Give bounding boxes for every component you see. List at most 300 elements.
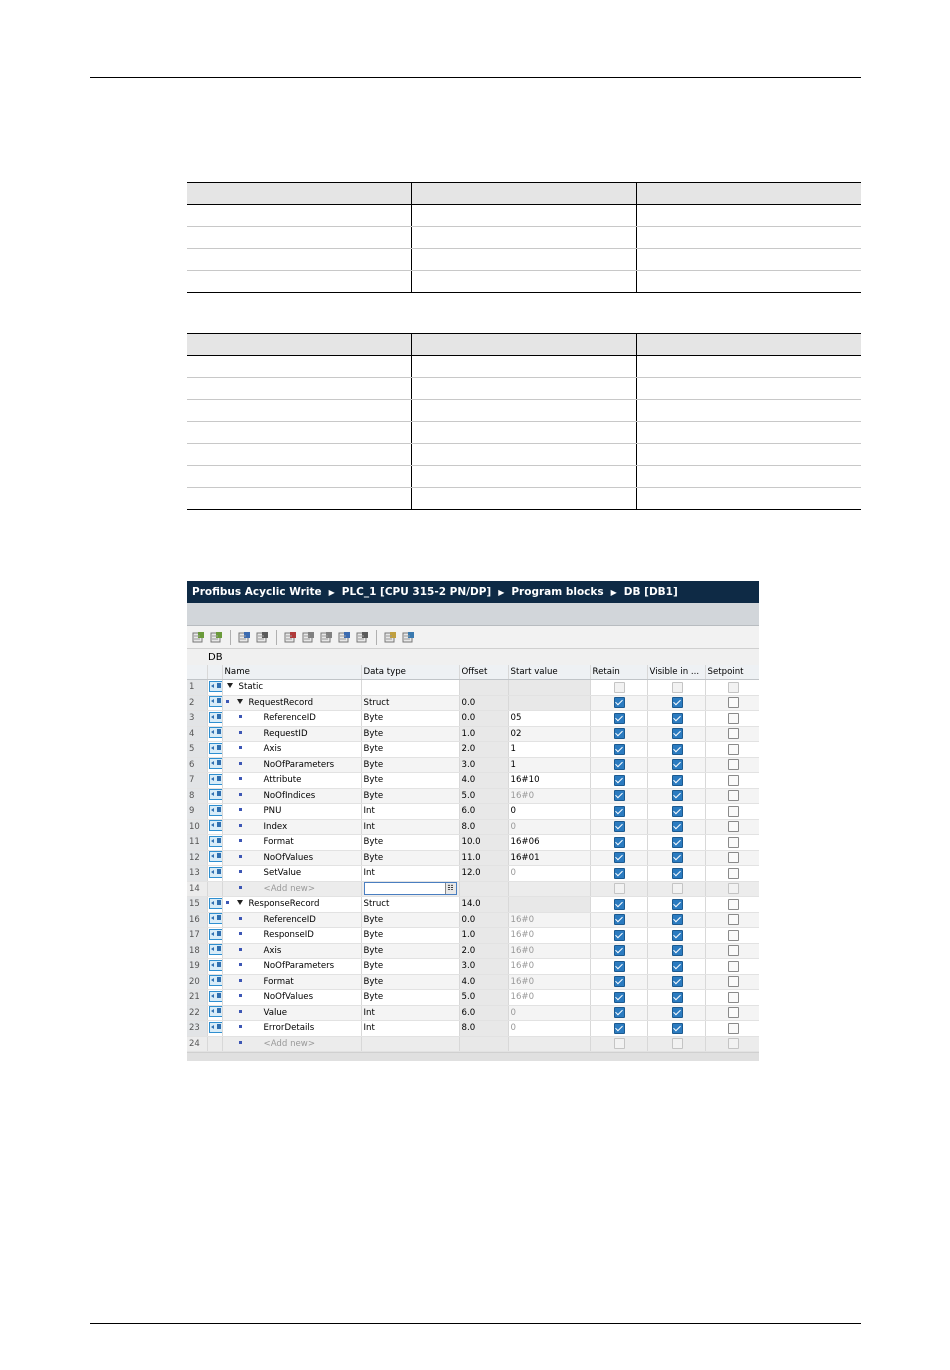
offset-cell bbox=[459, 680, 508, 696]
static-section-icon bbox=[209, 805, 223, 816]
checkbox-cell bbox=[590, 695, 647, 711]
offset-cell: 14.0 bbox=[459, 897, 508, 913]
table-row[interactable] bbox=[187, 788, 759, 804]
visible-in-hmi-checkbox[interactable] bbox=[672, 682, 683, 693]
start-value-cell[interactable]: 02 bbox=[508, 726, 590, 742]
doc-table-2-row bbox=[187, 378, 861, 400]
column-header-data-type[interactable]: Data type bbox=[361, 665, 459, 680]
offset-cell: 0.0 bbox=[459, 711, 508, 727]
member-bullet-icon bbox=[239, 777, 242, 780]
member-bullet-icon bbox=[239, 870, 242, 873]
checkbox-cell bbox=[647, 897, 705, 913]
checkbox-cell bbox=[705, 711, 759, 727]
name-cell[interactable] bbox=[222, 757, 361, 773]
start-value-cell[interactable] bbox=[508, 881, 590, 897]
data-type-cell[interactable] bbox=[361, 881, 459, 897]
name-cell[interactable] bbox=[222, 1005, 361, 1021]
toggle-icon[interactable] bbox=[401, 630, 416, 645]
start-value-cell[interactable]: 0 bbox=[508, 804, 590, 820]
visible-in-hmi-checkbox[interactable] bbox=[672, 930, 683, 941]
name-cell[interactable] bbox=[222, 788, 361, 804]
table-row[interactable] bbox=[187, 1021, 759, 1037]
offset-cell bbox=[459, 881, 508, 897]
visible-in-hmi-checkbox[interactable] bbox=[672, 883, 683, 894]
name-cell[interactable] bbox=[222, 726, 361, 742]
visible-in-hmi-checkbox[interactable] bbox=[672, 868, 683, 879]
column-header-offset[interactable]: Offset bbox=[459, 665, 508, 680]
load-start-icon[interactable] bbox=[319, 630, 334, 645]
setpoint-checkbox[interactable] bbox=[728, 806, 739, 817]
row-icon-cell bbox=[207, 1021, 222, 1037]
data-type-cell[interactable]: Byte bbox=[361, 974, 459, 990]
retain-checkbox[interactable] bbox=[614, 806, 625, 817]
checkbox-cell bbox=[590, 1036, 647, 1052]
start-value-cell[interactable] bbox=[508, 695, 590, 711]
start-value-cell[interactable] bbox=[508, 897, 590, 913]
editor-tab-band bbox=[187, 603, 759, 626]
retain-checkbox[interactable] bbox=[614, 775, 625, 786]
member-bullet-icon bbox=[239, 1041, 242, 1044]
member-name: Axis bbox=[263, 744, 282, 755]
doc-table-1-row bbox=[187, 205, 861, 227]
column-header-name[interactable]: Name bbox=[222, 665, 361, 680]
data-type-cell[interactable]: Byte bbox=[361, 711, 459, 727]
doc-table-2-row bbox=[187, 466, 861, 488]
name-cell[interactable] bbox=[222, 695, 361, 711]
member-name: ResponseID bbox=[263, 930, 314, 941]
doc-table-2-header-cell bbox=[636, 334, 861, 356]
table-row[interactable] bbox=[187, 773, 759, 789]
table-row[interactable] bbox=[187, 726, 759, 742]
checkbox-cell bbox=[590, 680, 647, 696]
table-row[interactable] bbox=[187, 974, 759, 990]
data-type-cell[interactable]: Byte bbox=[361, 742, 459, 758]
start-value-cell[interactable]: 16#0 bbox=[508, 974, 590, 990]
table-row[interactable] bbox=[187, 742, 759, 758]
checkbox-cell bbox=[647, 943, 705, 959]
table-row[interactable] bbox=[187, 695, 759, 711]
setpoint-checkbox[interactable] bbox=[728, 899, 739, 910]
checkbox-cell bbox=[590, 835, 647, 851]
static-section-icon bbox=[209, 929, 223, 940]
db-editor-window bbox=[187, 581, 759, 1061]
retain-checkbox[interactable] bbox=[614, 852, 625, 863]
data-type-cell[interactable]: Struct bbox=[361, 695, 459, 711]
static-section-icon bbox=[209, 727, 223, 738]
setpoint-checkbox[interactable] bbox=[728, 775, 739, 786]
setpoint-checkbox[interactable] bbox=[728, 697, 739, 708]
data-type-cell[interactable]: Byte bbox=[361, 959, 459, 975]
column-header-setpoint[interactable]: Setpoint bbox=[705, 665, 759, 680]
member-bullet-icon bbox=[239, 979, 242, 982]
table-row[interactable] bbox=[187, 959, 759, 975]
checkbox-cell bbox=[647, 742, 705, 758]
name-cell[interactable] bbox=[222, 1021, 361, 1037]
visible-in-hmi-checkbox[interactable] bbox=[672, 1007, 683, 1018]
setpoint-checkbox[interactable] bbox=[728, 1023, 739, 1034]
visible-in-hmi-checkbox[interactable] bbox=[672, 806, 683, 817]
setpoint-checkbox[interactable] bbox=[728, 852, 739, 863]
name-cell[interactable] bbox=[222, 1036, 361, 1052]
checkbox-cell bbox=[647, 912, 705, 928]
data-type-cell[interactable]: Byte bbox=[361, 943, 459, 959]
add-row-icon[interactable] bbox=[209, 630, 224, 645]
retain-checkbox[interactable] bbox=[614, 976, 625, 987]
checkbox-cell bbox=[590, 850, 647, 866]
name-cell[interactable] bbox=[222, 835, 361, 851]
start-value-cell[interactable]: 1 bbox=[508, 757, 590, 773]
visible-in-hmi-checkbox[interactable] bbox=[672, 837, 683, 848]
data-type-input[interactable] bbox=[364, 882, 457, 895]
name-cell[interactable] bbox=[222, 804, 361, 820]
breadcrumb-item-db[interactable]: DB [DB1] bbox=[623, 586, 678, 598]
setpoint-checkbox[interactable] bbox=[728, 961, 739, 972]
retain-checkbox[interactable] bbox=[614, 945, 625, 956]
retain-checkbox[interactable] bbox=[614, 868, 625, 879]
name-cell[interactable] bbox=[222, 866, 361, 882]
table-row[interactable] bbox=[187, 1005, 759, 1021]
retain-checkbox[interactable] bbox=[614, 992, 625, 1003]
name-cell[interactable] bbox=[222, 850, 361, 866]
table-row[interactable] bbox=[187, 757, 759, 773]
visible-in-hmi-checkbox[interactable] bbox=[672, 759, 683, 770]
column-header-rownum bbox=[187, 665, 207, 680]
data-type-cell[interactable]: Int bbox=[361, 1005, 459, 1021]
type-picker-icon[interactable]: ☷ bbox=[445, 883, 456, 894]
table-row[interactable] bbox=[187, 819, 759, 835]
expand-triangle-icon[interactable] bbox=[227, 683, 233, 688]
table-row[interactable] bbox=[187, 990, 759, 1006]
column-header-visible-in-hmi[interactable]: Visible in ... bbox=[647, 665, 705, 680]
visible-in-hmi-checkbox[interactable] bbox=[672, 914, 683, 925]
start-value-cell[interactable]: 1 bbox=[508, 742, 590, 758]
retain-checkbox[interactable] bbox=[614, 744, 625, 755]
setpoint-checkbox[interactable] bbox=[728, 930, 739, 941]
name-cell[interactable] bbox=[222, 881, 361, 897]
row-number: 5 bbox=[187, 742, 207, 758]
static-section-icon bbox=[209, 898, 223, 909]
breadcrumb-item-plc[interactable]: PLC_1 [CPU 315-2 PN/DP] bbox=[341, 586, 492, 598]
doc-table-1-row bbox=[187, 227, 861, 249]
retain-checkbox[interactable] bbox=[614, 728, 625, 739]
setpoint-checkbox[interactable] bbox=[728, 945, 739, 956]
member-name: NoOfValues bbox=[263, 992, 314, 1003]
offset-cell: 6.0 bbox=[459, 804, 508, 820]
toolbar-separator bbox=[376, 630, 377, 645]
table-row[interactable] bbox=[187, 912, 759, 928]
checkbox-cell bbox=[590, 943, 647, 959]
name-cell[interactable] bbox=[222, 711, 361, 727]
retain-checkbox[interactable] bbox=[614, 713, 625, 724]
row-number: 19 bbox=[187, 959, 207, 975]
data-type-cell[interactable]: Byte bbox=[361, 773, 459, 789]
data-type-cell[interactable] bbox=[361, 1036, 459, 1052]
retain-checkbox[interactable] bbox=[614, 821, 625, 832]
setpoint-checkbox[interactable] bbox=[728, 1038, 739, 1049]
snapshot-icon[interactable] bbox=[283, 630, 298, 645]
start-value-cell[interactable]: 16#01 bbox=[508, 850, 590, 866]
table-row[interactable] bbox=[187, 804, 759, 820]
name-cell[interactable] bbox=[222, 943, 361, 959]
visible-in-hmi-checkbox[interactable] bbox=[672, 899, 683, 910]
table-row[interactable] bbox=[187, 943, 759, 959]
data-type-cell[interactable]: Byte bbox=[361, 912, 459, 928]
row-icon-cell bbox=[207, 850, 222, 866]
breadcrumb-item-program-blocks[interactable]: Program blocks bbox=[511, 586, 604, 598]
retain-checkbox[interactable] bbox=[614, 837, 625, 848]
visible-in-hmi-checkbox[interactable] bbox=[672, 976, 683, 987]
breadcrumb-item-project[interactable]: Profibus Acyclic Write bbox=[192, 586, 322, 598]
checkbox-cell bbox=[705, 866, 759, 882]
start-value-cell[interactable]: 16#10 bbox=[508, 773, 590, 789]
table-row[interactable] bbox=[187, 866, 759, 882]
visible-in-hmi-checkbox[interactable] bbox=[672, 1038, 683, 1049]
row-icon-cell bbox=[207, 773, 222, 789]
start-value-cell[interactable]: 0 bbox=[508, 1005, 590, 1021]
member-name: NoOfParameters bbox=[263, 961, 335, 972]
start-value-cell[interactable]: 16#0 bbox=[508, 928, 590, 944]
setpoint-checkbox[interactable] bbox=[728, 976, 739, 987]
data-type-cell[interactable]: Byte bbox=[361, 850, 459, 866]
retain-checkbox[interactable] bbox=[614, 914, 625, 925]
start-value-cell[interactable]: 16#0 bbox=[508, 990, 590, 1006]
data-type-cell[interactable]: Byte bbox=[361, 835, 459, 851]
static-section-icon bbox=[209, 1006, 223, 1017]
name-cell[interactable] bbox=[222, 819, 361, 835]
setpoint-checkbox[interactable] bbox=[728, 744, 739, 755]
static-section-icon bbox=[209, 1022, 223, 1033]
offset-cell: 4.0 bbox=[459, 974, 508, 990]
retain-checkbox[interactable] bbox=[614, 961, 625, 972]
retain-checkbox[interactable] bbox=[614, 682, 625, 693]
checkbox-cell bbox=[590, 928, 647, 944]
row-icon-cell bbox=[207, 726, 222, 742]
expand-triangle-icon[interactable] bbox=[237, 699, 243, 704]
checkbox-cell bbox=[590, 726, 647, 742]
member-name: ResponseRecord bbox=[248, 899, 320, 910]
visible-in-hmi-checkbox[interactable] bbox=[672, 790, 683, 801]
row-number: 3 bbox=[187, 711, 207, 727]
checkbox-cell bbox=[590, 788, 647, 804]
retain-checkbox[interactable] bbox=[614, 930, 625, 941]
breadcrumb-arrow-icon: ▶ bbox=[498, 587, 505, 597]
setpoint-checkbox[interactable] bbox=[728, 883, 739, 894]
collapse-icon[interactable] bbox=[255, 630, 270, 645]
data-type-cell[interactable]: Byte bbox=[361, 757, 459, 773]
retain-checkbox[interactable] bbox=[614, 883, 625, 894]
data-type-cell[interactable]: Byte bbox=[361, 788, 459, 804]
start-value-cell[interactable]: 05 bbox=[508, 711, 590, 727]
offset-cell: 0.0 bbox=[459, 912, 508, 928]
retain-checkbox[interactable] bbox=[614, 899, 625, 910]
member-name: ReferenceID bbox=[263, 914, 316, 925]
retain-checkbox[interactable] bbox=[614, 697, 625, 708]
visible-in-hmi-checkbox[interactable] bbox=[672, 945, 683, 956]
name-cell[interactable] bbox=[222, 680, 361, 696]
table-row[interactable] bbox=[187, 850, 759, 866]
visible-in-hmi-checkbox[interactable] bbox=[672, 821, 683, 832]
data-type-cell[interactable]: Byte bbox=[361, 928, 459, 944]
checkbox-cell bbox=[647, 866, 705, 882]
editor-toolbar bbox=[187, 626, 759, 649]
offset-cell: 10.0 bbox=[459, 835, 508, 851]
start-value-cell[interactable] bbox=[508, 1036, 590, 1052]
expand-icon[interactable] bbox=[237, 630, 252, 645]
start-value-cell[interactable]: 0 bbox=[508, 1021, 590, 1037]
expand-triangle-icon[interactable] bbox=[237, 900, 243, 905]
member-bullet-icon bbox=[239, 839, 242, 842]
static-section-icon bbox=[209, 867, 223, 878]
setpoint-checkbox[interactable] bbox=[728, 914, 739, 925]
static-section-icon bbox=[209, 743, 223, 754]
add-new-row[interactable] bbox=[187, 1036, 759, 1052]
name-cell[interactable] bbox=[222, 928, 361, 944]
table-row[interactable] bbox=[187, 897, 759, 913]
name-cell[interactable] bbox=[222, 990, 361, 1006]
column-header-retain[interactable]: Retain bbox=[590, 665, 647, 680]
setpoint-checkbox[interactable] bbox=[728, 728, 739, 739]
name-cell[interactable] bbox=[222, 742, 361, 758]
setpoint-checkbox[interactable] bbox=[728, 1007, 739, 1018]
checkbox-cell bbox=[647, 695, 705, 711]
data-type-cell[interactable] bbox=[361, 680, 459, 696]
data-type-cell[interactable]: Int bbox=[361, 804, 459, 820]
checkbox-cell bbox=[705, 974, 759, 990]
setpoint-checkbox[interactable] bbox=[728, 790, 739, 801]
start-value-cell[interactable] bbox=[508, 680, 590, 696]
start-value-cell[interactable]: 16#0 bbox=[508, 959, 590, 975]
keep-values-icon[interactable] bbox=[355, 630, 370, 645]
row-number: 4 bbox=[187, 726, 207, 742]
row-icon-cell bbox=[207, 1005, 222, 1021]
row-icon-cell bbox=[207, 897, 222, 913]
reset-icon[interactable] bbox=[337, 630, 352, 645]
row-icon-cell bbox=[207, 943, 222, 959]
member-bullet-icon bbox=[239, 762, 242, 765]
setpoint-checkbox[interactable] bbox=[728, 868, 739, 879]
row-number: 23 bbox=[187, 1021, 207, 1037]
start-value-cell[interactable]: 16#0 bbox=[508, 943, 590, 959]
add-new-row[interactable] bbox=[187, 881, 759, 897]
visible-in-hmi-checkbox[interactable] bbox=[672, 992, 683, 1003]
column-header-start-value[interactable]: Start value bbox=[508, 665, 590, 680]
retain-checkbox[interactable] bbox=[614, 759, 625, 770]
setpoint-checkbox[interactable] bbox=[728, 992, 739, 1003]
data-type-cell[interactable]: Int bbox=[361, 819, 459, 835]
start-value-cell[interactable]: 0 bbox=[508, 819, 590, 835]
table-row[interactable] bbox=[187, 711, 759, 727]
data-type-cell[interactable]: Struct bbox=[361, 897, 459, 913]
insert-row-icon[interactable] bbox=[191, 630, 206, 645]
name-cell[interactable] bbox=[222, 912, 361, 928]
visible-in-hmi-checkbox[interactable] bbox=[672, 744, 683, 755]
data-type-cell[interactable]: Int bbox=[361, 1021, 459, 1037]
setpoint-checkbox[interactable] bbox=[728, 759, 739, 770]
retain-checkbox[interactable] bbox=[614, 1007, 625, 1018]
checkbox-cell bbox=[705, 897, 759, 913]
offset-cell: 8.0 bbox=[459, 819, 508, 835]
row-icon-cell bbox=[207, 742, 222, 758]
table-row[interactable] bbox=[187, 835, 759, 851]
member-name: NoOfParameters bbox=[263, 759, 335, 770]
member-name: RequestID bbox=[263, 728, 308, 739]
row-number: 7 bbox=[187, 773, 207, 789]
name-cell[interactable] bbox=[222, 773, 361, 789]
visible-in-hmi-checkbox[interactable] bbox=[672, 961, 683, 972]
member-bullet-icon bbox=[239, 948, 242, 951]
member-name: Attribute bbox=[263, 775, 302, 786]
data-type-cell[interactable]: Int bbox=[361, 866, 459, 882]
horizontal-scrollbar[interactable] bbox=[187, 1052, 759, 1061]
row-icon-cell bbox=[207, 912, 222, 928]
toolbar-separator bbox=[276, 630, 277, 645]
visible-in-hmi-checkbox[interactable] bbox=[672, 728, 683, 739]
checkbox-cell bbox=[705, 1021, 759, 1037]
visible-in-hmi-checkbox[interactable] bbox=[672, 713, 683, 724]
copy-snapshot-icon[interactable] bbox=[301, 630, 316, 645]
member-bullet-icon bbox=[239, 917, 242, 920]
checkbox-cell bbox=[705, 881, 759, 897]
static-section-icon bbox=[209, 944, 223, 955]
row-number: 14 bbox=[187, 881, 207, 897]
row-icon-cell bbox=[207, 819, 222, 835]
row-icon-cell bbox=[207, 680, 222, 696]
checkbox-cell bbox=[590, 866, 647, 882]
checkbox-cell bbox=[705, 695, 759, 711]
start-value-cell[interactable]: 0 bbox=[508, 866, 590, 882]
visible-in-hmi-checkbox[interactable] bbox=[672, 1023, 683, 1034]
checkbox-cell bbox=[647, 990, 705, 1006]
checkbox-cell bbox=[590, 742, 647, 758]
name-cell[interactable] bbox=[222, 959, 361, 975]
member-bullet-icon bbox=[239, 886, 242, 889]
data-type-cell[interactable]: Byte bbox=[361, 990, 459, 1006]
header-rule bbox=[90, 77, 861, 78]
start-value-cell[interactable]: 16#0 bbox=[508, 912, 590, 928]
data-type-cell[interactable]: Byte bbox=[361, 726, 459, 742]
retain-checkbox[interactable] bbox=[614, 790, 625, 801]
doc-table-1 bbox=[187, 182, 861, 293]
retain-checkbox[interactable] bbox=[614, 1038, 625, 1049]
row-number: 20 bbox=[187, 974, 207, 990]
checkbox-cell bbox=[647, 881, 705, 897]
visible-in-hmi-checkbox[interactable] bbox=[672, 852, 683, 863]
checkbox-cell bbox=[647, 928, 705, 944]
table-row[interactable] bbox=[187, 680, 759, 696]
setpoint-checkbox[interactable] bbox=[728, 682, 739, 693]
name-cell[interactable] bbox=[222, 974, 361, 990]
start-value-cell[interactable]: 16#06 bbox=[508, 835, 590, 851]
setpoint-checkbox[interactable] bbox=[728, 821, 739, 832]
setpoint-checkbox[interactable] bbox=[728, 837, 739, 848]
monitor-icon[interactable] bbox=[383, 630, 398, 645]
setpoint-checkbox[interactable] bbox=[728, 713, 739, 724]
row-number: 22 bbox=[187, 1005, 207, 1021]
visible-in-hmi-checkbox[interactable] bbox=[672, 697, 683, 708]
checkbox-cell bbox=[705, 757, 759, 773]
table-row[interactable] bbox=[187, 928, 759, 944]
row-icon-cell bbox=[207, 711, 222, 727]
name-cell[interactable] bbox=[222, 897, 361, 913]
checkbox-cell bbox=[647, 804, 705, 820]
row-icon-cell bbox=[207, 757, 222, 773]
retain-checkbox[interactable] bbox=[614, 1023, 625, 1034]
checkbox-cell bbox=[647, 835, 705, 851]
static-section-icon bbox=[209, 774, 223, 785]
visible-in-hmi-checkbox[interactable] bbox=[672, 775, 683, 786]
checkbox-cell bbox=[647, 959, 705, 975]
start-value-cell[interactable]: 16#0 bbox=[508, 788, 590, 804]
